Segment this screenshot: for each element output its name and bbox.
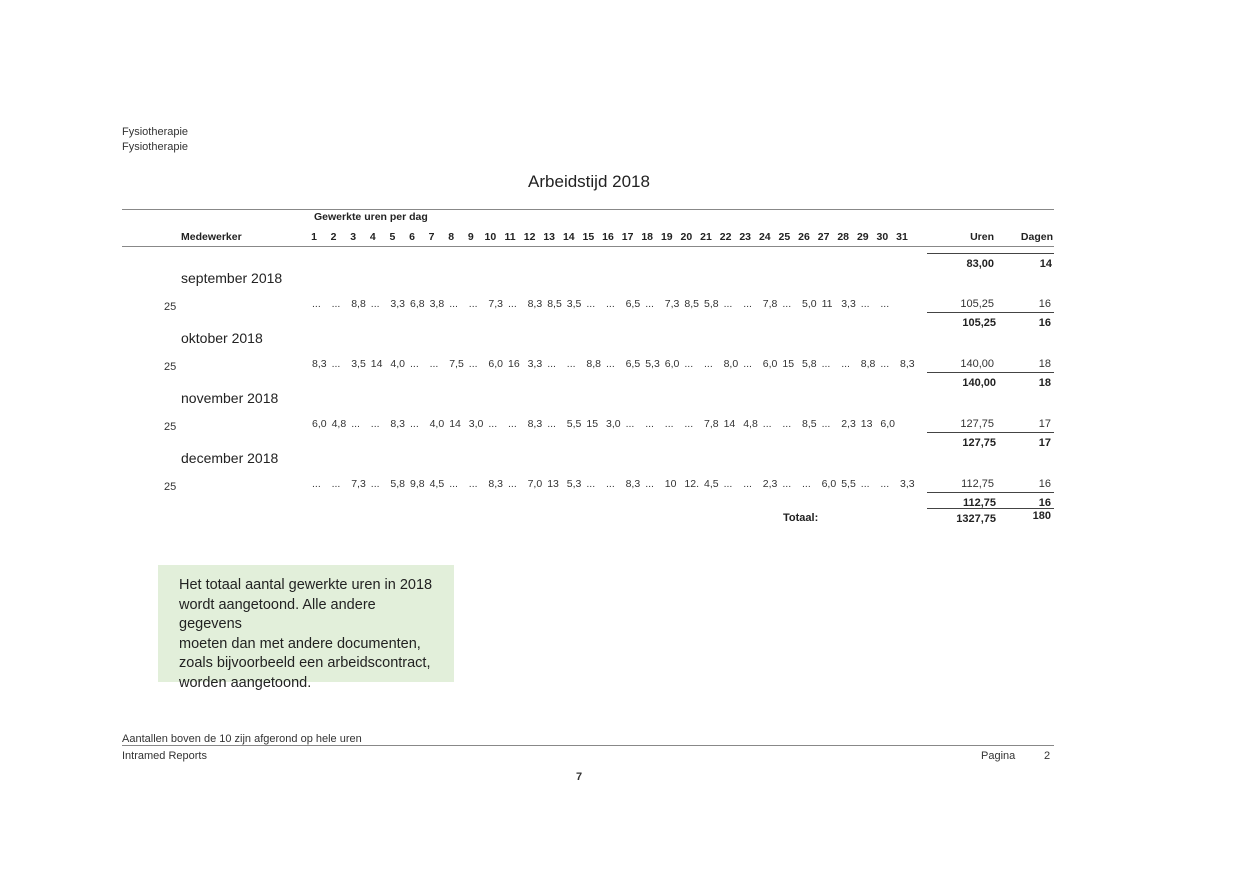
- report-title: Arbeidstijd 2018: [528, 172, 650, 191]
- day-number: 3: [350, 231, 357, 243]
- day-value: ...: [488, 418, 498, 430]
- day-value: ...: [762, 418, 772, 430]
- day-value: 3,5: [566, 298, 582, 310]
- day-number: 8: [448, 231, 455, 243]
- day-value: 15: [782, 358, 795, 370]
- day-value: ...: [312, 478, 321, 490]
- day-value: 2,3: [841, 418, 856, 430]
- day-value: ...: [723, 298, 733, 310]
- day-number: 14: [562, 231, 575, 243]
- total-hours: 1327,75: [956, 513, 996, 525]
- day-value: 7,8: [762, 298, 778, 310]
- day-value: 8,3: [527, 418, 543, 430]
- day-value: ...: [782, 478, 792, 490]
- row-hours: 112,75: [961, 478, 994, 490]
- day-value: 4,5: [704, 478, 719, 490]
- day-number: 18: [641, 231, 654, 243]
- day-value: 6,0: [488, 358, 503, 370]
- day-number: 21: [700, 231, 712, 243]
- day-number: 12: [523, 231, 536, 243]
- day-value: 16: [508, 358, 520, 370]
- month-label: december 2018: [181, 450, 279, 466]
- note-line: wordt aangetoond. Alle andere gegevens: [179, 596, 376, 632]
- day-value: ...: [586, 298, 596, 310]
- day-value: 13: [547, 478, 559, 490]
- day-value: 7,0: [527, 478, 543, 490]
- table-header-rule: [122, 246, 1054, 247]
- footer-brand: Intramed Reports: [122, 750, 207, 762]
- day-number: 30: [876, 231, 889, 243]
- day-value: ...: [606, 478, 615, 490]
- day-value: ...: [547, 418, 556, 430]
- day-value: ...: [410, 358, 419, 370]
- day-value: ...: [370, 418, 380, 430]
- day-value: 8,3: [312, 358, 327, 370]
- sheet-number: 7: [576, 771, 583, 783]
- day-value: 5,3: [566, 478, 582, 490]
- day-value: ...: [312, 298, 321, 310]
- day-value: ...: [449, 298, 458, 310]
- day-value: ...: [860, 478, 870, 490]
- day-value: ...: [331, 358, 341, 370]
- day-value: ...: [586, 478, 596, 490]
- day-value: 4,0: [429, 418, 445, 430]
- day-value: ...: [508, 478, 517, 490]
- day-value: 4,8: [743, 418, 758, 430]
- subtotal-days: 17: [1038, 437, 1051, 449]
- row-days: 16: [1038, 298, 1051, 310]
- department-line-2: Fysiotherapie: [122, 141, 189, 153]
- day-value: ...: [331, 478, 341, 490]
- employee-id: 25: [164, 481, 177, 493]
- day-value: 8,0: [723, 358, 739, 370]
- subtotal-rule: [927, 372, 1054, 373]
- day-number: 5: [389, 231, 396, 243]
- day-value: 9,8: [410, 478, 425, 490]
- day-number: 25: [778, 231, 791, 243]
- day-value: 5,0: [802, 298, 817, 310]
- day-value: 6,0: [762, 358, 778, 370]
- page-number: 2: [1044, 750, 1051, 762]
- day-value: ...: [684, 358, 694, 370]
- day-value: ...: [821, 358, 831, 370]
- subtotal-days: 16: [1038, 497, 1051, 509]
- day-value: ...: [566, 358, 576, 370]
- subtotal-hours: 127,75: [962, 437, 996, 449]
- info-note: [158, 565, 454, 691]
- day-value: 8,3: [488, 478, 503, 490]
- day-value: 8,5: [684, 298, 699, 310]
- day-value: 7,3: [351, 478, 366, 490]
- hours-column-header: Uren: [970, 231, 994, 243]
- day-value: 14: [449, 418, 461, 430]
- day-value: ...: [606, 358, 615, 370]
- employee-id: 25: [164, 361, 177, 373]
- day-value: 11: [821, 298, 833, 310]
- day-value: 5,8: [802, 358, 817, 370]
- row-days: 16: [1038, 478, 1051, 490]
- day-value: ...: [331, 298, 341, 310]
- day-number: 31: [896, 231, 908, 243]
- day-number: 28: [837, 231, 850, 243]
- opening-days: 14: [1039, 258, 1052, 270]
- day-value: 6,8: [410, 298, 425, 310]
- day-value: 6,0: [880, 418, 895, 430]
- day-value: ...: [860, 298, 870, 310]
- day-value: ...: [645, 418, 654, 430]
- total-label: Totaal:: [783, 512, 819, 524]
- employee-id: 25: [164, 301, 177, 313]
- day-value: 8,8: [351, 298, 366, 310]
- day-value: ...: [547, 358, 556, 370]
- day-value: 6,0: [821, 478, 837, 490]
- row-days: 18: [1038, 358, 1051, 370]
- day-value: ...: [429, 358, 439, 370]
- day-value: 8,5: [802, 418, 817, 430]
- day-value: ...: [880, 478, 890, 490]
- day-value: ...: [782, 298, 792, 310]
- day-number: 26: [798, 231, 810, 243]
- day-number: 19: [660, 231, 673, 243]
- grand-total-rule: [927, 508, 1054, 509]
- opening-hours: 83,00: [966, 258, 994, 270]
- day-value: 13: [860, 418, 873, 430]
- day-number: 17: [621, 231, 634, 243]
- rounding-remark: Aantallen boven de 10 zijn afgerond op hele uren: [122, 733, 362, 745]
- day-number: 10: [484, 231, 497, 243]
- day-value: 5,5: [566, 418, 582, 430]
- day-value: 3,3: [841, 298, 856, 310]
- day-value: 14: [723, 418, 736, 430]
- note-line: zoals bijvoorbeeld een arbeidscontract,: [179, 655, 431, 671]
- department-line-1: Fysiotherapie: [122, 126, 189, 138]
- day-value: 3,0: [606, 418, 621, 430]
- day-value: 5,8: [390, 478, 405, 490]
- month-label: oktober 2018: [181, 330, 263, 346]
- day-value: ...: [468, 478, 478, 490]
- employee-id: 25: [164, 421, 177, 433]
- subtotal-rule: [927, 492, 1054, 493]
- day-value: 6,5: [625, 298, 641, 310]
- day-value: 6,5: [625, 358, 641, 370]
- row-hours: 140,00: [960, 358, 994, 370]
- day-value: 7,3: [488, 298, 503, 310]
- day-value: ...: [508, 418, 517, 430]
- day-value: ...: [468, 298, 478, 310]
- day-value: 4,5: [429, 478, 445, 490]
- subtotal-days: 16: [1038, 317, 1051, 329]
- day-value: 8,3: [527, 298, 543, 310]
- subtotal-hours: 112,75: [962, 497, 996, 509]
- day-value: ...: [410, 418, 419, 430]
- day-value: ...: [841, 358, 850, 370]
- day-value: 5,8: [704, 298, 719, 310]
- day-value: ...: [880, 358, 890, 370]
- day-value: 3,8: [429, 298, 445, 310]
- day-number: 22: [719, 231, 732, 243]
- day-number: 11: [504, 231, 516, 243]
- day-value: 4,0: [390, 358, 405, 370]
- footer-rule: [122, 745, 1054, 746]
- day-value: 5,5: [841, 478, 856, 490]
- day-value: 3,3: [527, 358, 543, 370]
- day-value: 3,3: [390, 298, 405, 310]
- day-value: 8,5: [547, 298, 562, 310]
- day-value: 7,3: [664, 298, 680, 310]
- day-number: 24: [758, 231, 771, 243]
- day-value: ...: [743, 298, 752, 310]
- day-value: ...: [880, 298, 890, 310]
- day-value: 14: [370, 358, 383, 370]
- day-value: ...: [664, 418, 674, 430]
- day-value: 6,0: [664, 358, 680, 370]
- day-value: 3,3: [900, 478, 915, 490]
- day-value: ...: [684, 418, 694, 430]
- day-value: ...: [351, 418, 360, 430]
- note-line: moeten dan met andere documenten,: [179, 635, 421, 652]
- row-hours: 105,25: [960, 298, 994, 310]
- subtotal-rule: [927, 432, 1054, 433]
- day-value: ...: [723, 478, 733, 490]
- subtotal-hours: 105,25: [962, 317, 996, 329]
- day-value: 7,5: [449, 358, 464, 370]
- month-label: november 2018: [181, 390, 279, 406]
- day-value: ...: [645, 298, 654, 310]
- row-hours: 127,75: [960, 418, 994, 430]
- day-number: 29: [856, 231, 869, 243]
- day-number: 13: [543, 231, 556, 243]
- subtotal-rule: [927, 312, 1054, 313]
- day-value: 3,5: [351, 358, 366, 370]
- day-value: 8,3: [900, 358, 915, 370]
- day-value: 6,0: [312, 418, 327, 430]
- day-value: 8,3: [625, 478, 641, 490]
- day-value: ...: [645, 478, 654, 490]
- day-value: 8,8: [586, 358, 601, 370]
- day-number: 15: [582, 231, 595, 243]
- row-days: 17: [1038, 418, 1051, 430]
- day-value: 15: [586, 418, 599, 430]
- day-value: 7,8: [704, 418, 719, 430]
- day-value: ...: [508, 298, 517, 310]
- month-label: september 2018: [181, 270, 283, 286]
- day-value: 4,8: [331, 418, 347, 430]
- note-line: Het totaal aantal gewerkte uren in 2018: [179, 577, 433, 593]
- day-value: ...: [802, 478, 811, 490]
- day-value: 8,8: [860, 358, 876, 370]
- day-value: 2,3: [762, 478, 778, 490]
- day-value: 8,3: [390, 418, 405, 430]
- employee-column-header: Medewerker: [181, 231, 242, 243]
- day-value: ...: [821, 418, 831, 430]
- day-number: 6: [409, 231, 415, 243]
- day-value: ...: [743, 478, 752, 490]
- day-number: 27: [817, 231, 830, 243]
- day-number: 20: [680, 231, 693, 243]
- day-value: ...: [704, 358, 713, 370]
- total-days: 180: [1032, 510, 1051, 522]
- day-value: ...: [370, 298, 380, 310]
- day-number: 2: [330, 231, 337, 243]
- day-value: ...: [449, 478, 458, 490]
- group-header: Gewerkte uren per dag: [314, 211, 428, 223]
- day-value: ...: [743, 358, 752, 370]
- days-column-header: Dagen: [1020, 231, 1053, 243]
- day-number: 7: [428, 231, 435, 243]
- day-value: ...: [782, 418, 792, 430]
- day-number: 16: [602, 231, 614, 243]
- opening-total-rule: [927, 253, 1054, 254]
- day-value: 12.: [684, 478, 699, 490]
- subtotal-days: 18: [1038, 377, 1051, 389]
- day-value: 10: [664, 478, 677, 490]
- day-number: 4: [369, 231, 376, 243]
- table-top-rule: [122, 209, 1054, 210]
- day-number: 9: [467, 231, 474, 243]
- day-value: 5,3: [645, 358, 660, 370]
- subtotal-hours: 140,00: [962, 377, 996, 389]
- day-value: ...: [606, 298, 615, 310]
- note-line: worden aangetoond.: [179, 674, 312, 691]
- day-value: ...: [625, 418, 635, 430]
- day-value: 3,0: [468, 418, 484, 430]
- day-value: ...: [370, 478, 380, 490]
- page-label: Pagina: [981, 750, 1016, 762]
- day-number: 1: [311, 231, 317, 243]
- day-number: 23: [739, 231, 752, 243]
- day-value: ...: [468, 358, 478, 370]
